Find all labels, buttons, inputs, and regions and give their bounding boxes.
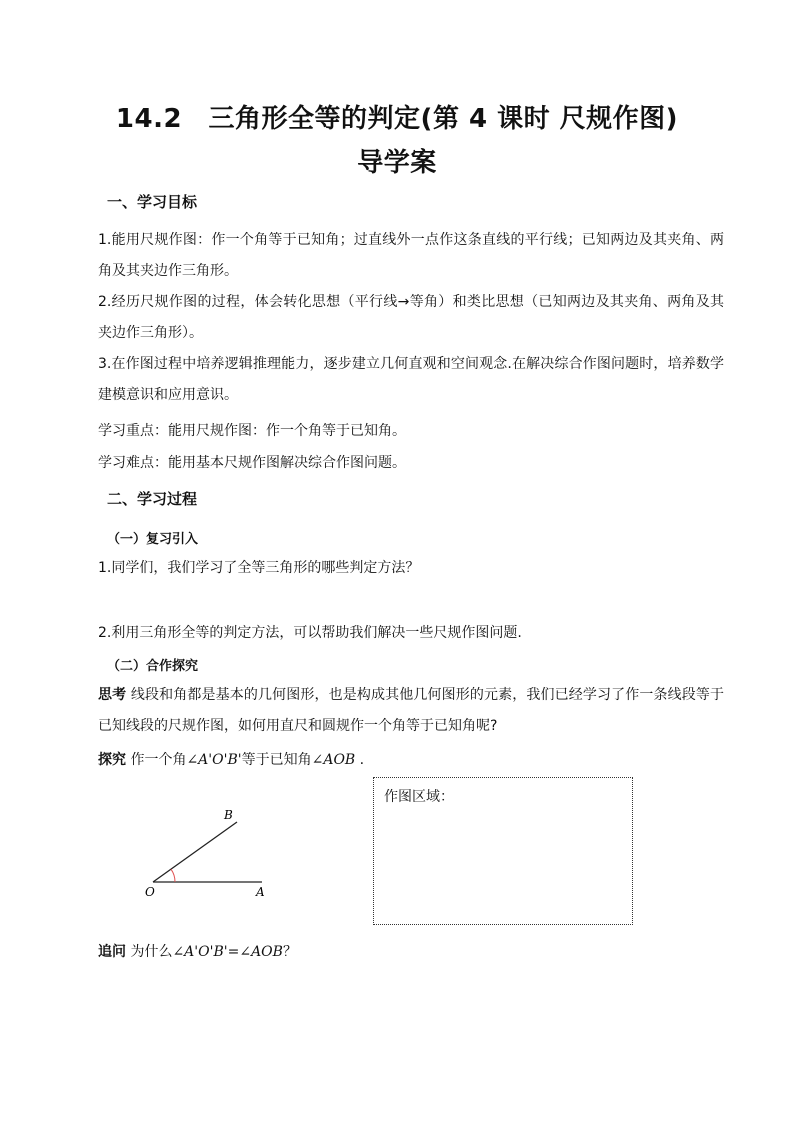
- explore-text-b: 等于已知角: [241, 752, 312, 768]
- followup-text-b: ？: [282, 944, 297, 960]
- drawing-area[interactable]: [373, 777, 633, 925]
- key-point: 学习重点：能用尺规作图：作一个角等于已知角。: [98, 423, 406, 439]
- angle-aob-figure: [130, 800, 280, 900]
- label-a: A: [256, 885, 265, 899]
- goal-item-2: 2.经历尺规作图的过程，体会转化思想（平行线→等角）和类比思想（已知两边及其夹角、两角及其夹边作三角形）。: [98, 294, 724, 341]
- angle-arc: [171, 869, 175, 882]
- review-question-1: 1.同学们，我们学习了全等三角形的哪些判定方法？: [98, 560, 420, 576]
- followup-line: [98, 941, 297, 961]
- think-paragraph: [98, 680, 724, 742]
- subsection-heading-review: （一）复习引入: [107, 532, 199, 547]
- explore-label: 探究: [98, 752, 126, 768]
- explore-text-a: 作一个角: [126, 752, 187, 768]
- page-subtitle: 导学案: [357, 148, 437, 178]
- drawing-area-label: 作图区域：: [384, 789, 454, 805]
- section-heading-goals: 一、学习目标: [107, 193, 198, 211]
- think-text: 线段和角都是基本的几何图形，也是构成其他几何图形的元素，我们已经学习了作一条线段等于已知线段的尺规作图，如何用直尺和圆规作一个角等于已知角呢?: [98, 687, 725, 734]
- explore-line: [98, 749, 364, 769]
- review-question-2: 2.利用三角形全等的判定方法，可以帮助我们解决一些尺规作图问题.: [98, 625, 522, 641]
- explore-tail: .: [355, 752, 365, 768]
- page-title: 14.2 三角形全等的判定(第 4 课时 尺规作图): [115, 104, 679, 134]
- label-b: B: [224, 808, 233, 822]
- explore-angle-given: ∠AOB: [311, 752, 356, 768]
- subsection-heading-cooperate: （二）合作探究: [107, 659, 199, 674]
- section-heading-process: 二、学习过程: [107, 490, 198, 508]
- label-o: O: [145, 885, 155, 899]
- followup-text-a: 为什么: [126, 944, 173, 960]
- ray-ob: [153, 822, 237, 882]
- explore-angle-target: ∠A'O'B': [186, 752, 242, 768]
- followup-math: ∠A'O'B'=∠AOB: [172, 944, 283, 960]
- goal-item-1: 1.能用尺规作图：作一个角等于已知角；过直线外一点作这条直线的平行线；已知两边及其夹角、两角及其夹边作三角形。: [98, 232, 724, 279]
- difficulty-point: 学习难点：能用基本尺规作图解决综合作图问题。: [98, 455, 406, 471]
- goal-item-3: 3.在作图过程中培养逻辑推理能力，逐步建立几何直观和空间观念.在解决综合作图问题时，培养数学建模意识和应用意识。: [98, 356, 724, 403]
- followup-label: 追问: [98, 944, 126, 960]
- think-label: 思考: [98, 687, 127, 703]
